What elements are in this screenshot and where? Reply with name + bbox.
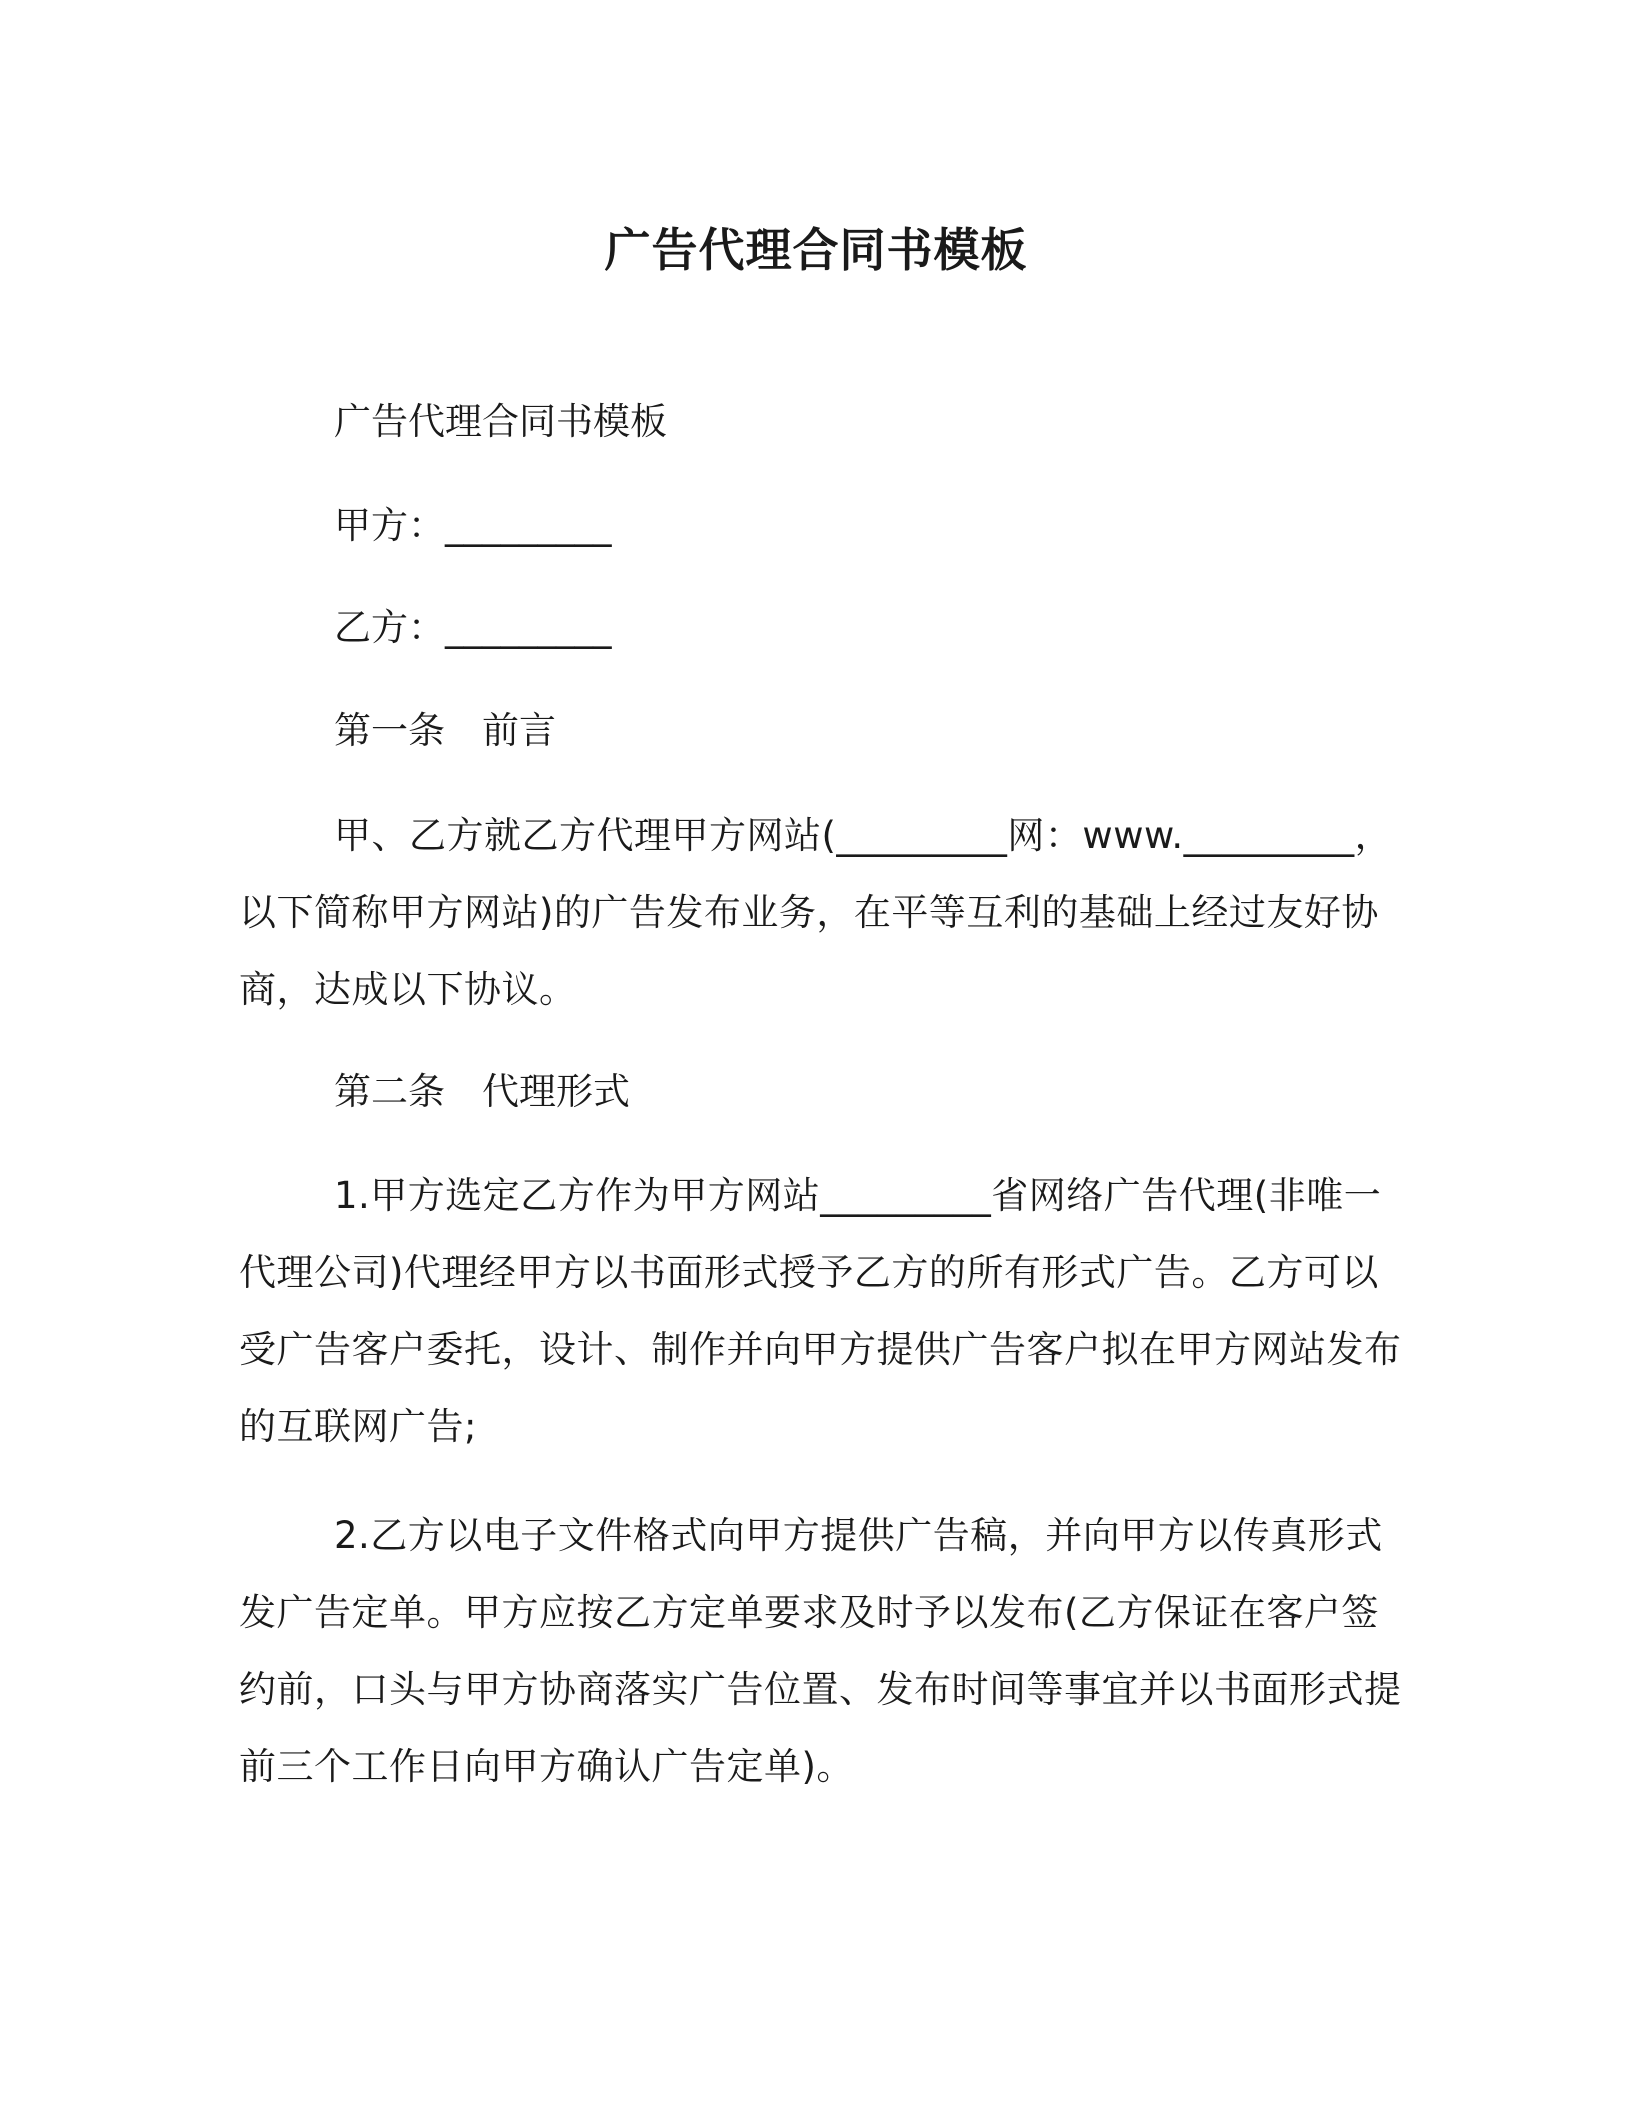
article1-paragraph: 甲、乙方就乙方代理甲方网站(_________网：www._________，以下简称甲方网站)的广告发布业务，在平等互利的基础上经过友好协商，达成以下协议。 (239, 814, 1393, 1011)
party-b-line: 乙方：_________ (334, 606, 612, 649)
article2-heading: 第二条 代理形式 (334, 1070, 630, 1113)
article2-item2-paragraph: 2.乙方以电子文件格式向甲方提供广告稿，并向甲方以传真形式发广告定单。甲方应按乙方定单要求及时予以发布(乙方保证在客户签约前，口头与甲方协商落实广告位置、发布时间等事宜并以书面形式提前三个工作日向甲方确认广告定单)。 (239, 1514, 1402, 1788)
document-subtitle: 广告代理合同书模板 (334, 400, 667, 443)
article1-heading: 第一条 前言 (334, 709, 556, 752)
document-title: 广告代理合同书模板 (604, 223, 1028, 277)
article2-item1-paragraph: 1.甲方选定乙方作为甲方网站_________省网络广告代理(非唯一代理公司)代理经甲方以书面形式授予乙方的所有形式广告。乙方可以受广告客户委托，设计、制作并向甲方提供广告客户拟在甲方网站发布的互联网广告; (239, 1174, 1402, 1448)
party-a-line: 甲方：_________ (334, 504, 612, 547)
